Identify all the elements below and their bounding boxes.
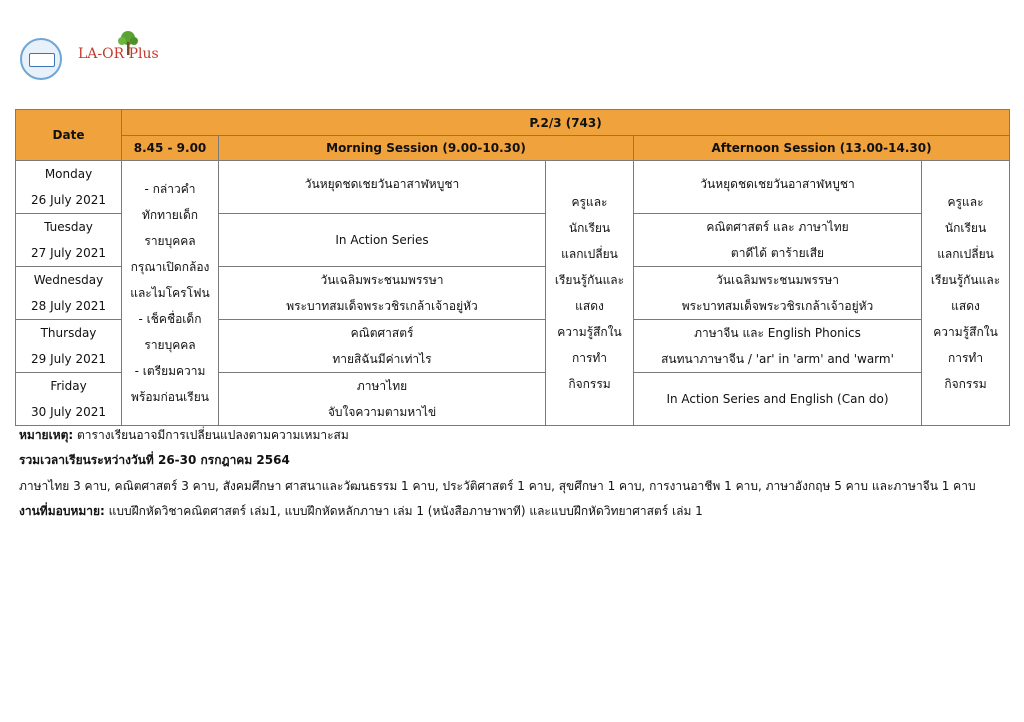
greeting-line: - เตรียมความ (134, 364, 206, 378)
exchange-line: นักเรียน (944, 221, 987, 235)
afternoon-cell (634, 214, 922, 267)
afternoon-subject: ภาษาจีน และ English Phonics (694, 326, 861, 340)
afternoon-cell (634, 320, 922, 373)
morning-subject: คณิตศาสตร์ (350, 326, 414, 340)
date-label: 26 July 2021 (30, 193, 107, 207)
class-header: P.2/3 (743) (122, 110, 1010, 136)
greeting-line: ทักทายเด็ก (141, 208, 198, 222)
date-cell (16, 267, 122, 320)
assignment-label: งานที่มอบหมาย: (19, 504, 105, 518)
greeting-line: พร้อมก่อนเรียน (131, 390, 209, 404)
day-label: Tuesday (44, 220, 93, 234)
morning-cell (219, 373, 546, 426)
date-cell (16, 373, 122, 426)
exchange-line: เรียนรู้กันและ (554, 273, 625, 287)
morning-cell (219, 320, 546, 373)
remark-label: หมายเหตุ: (19, 428, 74, 442)
exchange-line: แสดง (575, 299, 604, 313)
afternoon-cell (634, 267, 922, 320)
afternoon-subject: วันเฉลิมพระชนมพรรษา (716, 273, 839, 287)
morning-session-header: Morning Session (9.00-10.30) (219, 136, 634, 161)
morning-cell (219, 214, 546, 267)
date-label: 30 July 2021 (30, 405, 107, 419)
exchange-line: ความรู้สึกใน (557, 325, 622, 339)
exchange-line: กิจกรรม (944, 377, 987, 391)
exchange-line: การทำ (947, 351, 984, 365)
afternoon-cell (634, 161, 922, 214)
date-label: 27 July 2021 (30, 246, 107, 260)
morning-topic: จับใจความตามหาไข่ (327, 405, 437, 419)
greeting-block (122, 161, 219, 426)
exchange-line: แลกเปลี่ยน (937, 247, 994, 261)
afternoon-topic: พระบาทสมเด็จพระวชิรเกล้าเจ้าอยู่หัว (681, 299, 874, 313)
remark-text: ตารางเรียนอาจมีการเปลี่ยนแปลงตามความเหมาะสม (73, 428, 349, 442)
greeting-line: และไมโครโฟน (130, 286, 210, 300)
exchange-block-afternoon (922, 161, 1010, 426)
day-label: Monday (44, 167, 93, 181)
exchange-line: การทำ (571, 351, 608, 365)
afternoon-session-header: Afternoon Session (13.00-14.30) (634, 136, 1010, 161)
greeting-line: รายบุคคล (144, 234, 196, 248)
morning-subject: In Action Series (335, 233, 429, 247)
total-title-text: รวมเวลาเรียนระหว่างวันที่ 26-30 กรกฎาคม 2564 (19, 453, 290, 467)
afternoon-cell (634, 373, 922, 426)
slot-header: 8.45 - 9.00 (122, 136, 219, 161)
afternoon-topic: ตาดีได้ ตาร้ายเสีย (730, 246, 825, 260)
exchange-line: ความรู้สึกใน (933, 325, 998, 339)
total-title (19, 451, 1009, 470)
afternoon-subject: คณิตศาสตร์ และ ภาษาไทย (706, 220, 849, 234)
morning-subject: วันหยุดชดเชยวันอาสาฬหบูชา (304, 177, 460, 191)
exchange-line: กิจกรรม (568, 377, 611, 391)
morning-topic: พระบาทสมเด็จพระวชิรเกล้าเจ้าอยู่หัว (286, 299, 478, 313)
school-seal-icon (20, 38, 62, 80)
date-cell (16, 161, 122, 214)
brand-logo-text: LA-OR Plus (78, 46, 159, 62)
morning-cell (219, 267, 546, 320)
date-label: 29 July 2021 (30, 352, 107, 366)
greeting-line: กรุณาเปิดกล้อง (130, 260, 210, 274)
afternoon-subject: วันหยุดชดเชยวันอาสาฬหบูชา (700, 177, 855, 191)
exchange-line: แสดง (951, 299, 980, 313)
morning-subject: วันเฉลิมพระชนมพรรษา (320, 273, 444, 287)
assignment-text: แบบฝึกหัดวิชาคณิตศาสตร์ เล่ม1, แบบฝึกหัดหลักภาษา เล่ม 1 (หนังสือภาษาพาที) และแบบฝึกหัดวิทยาศาสตร์ เล่ม 1 (104, 504, 703, 518)
morning-subject: ภาษาไทย (356, 379, 408, 393)
date-header: Date (16, 110, 122, 161)
afternoon-topic: สนทนาภาษาจีน / 'ar' in 'arm' and 'warm' (661, 352, 894, 366)
exchange-line: ครูและ (947, 195, 984, 209)
morning-cell (219, 161, 546, 214)
date-cell (16, 214, 122, 267)
greeting-line: รายบุคคล (144, 338, 196, 352)
exchange-line: แลกเปลี่ยน (561, 247, 618, 261)
exchange-line: ครูและ (571, 195, 608, 209)
greeting-line: - เช็คชื่อเด็ก (138, 312, 202, 326)
remark-line (19, 426, 1009, 445)
day-label: Wednesday (33, 273, 104, 287)
day-label: Thursday (40, 326, 97, 340)
assignment-line (19, 502, 1009, 521)
greeting-line: - กล่าวคำ (144, 182, 196, 196)
table-row (16, 161, 1010, 214)
morning-topic: ทายสิฉันมีค่าเท่าไร (332, 352, 432, 366)
hours-summary: ภาษาไทย 3 คาบ, คณิตศาสตร์ 3 คาบ, สังคมศึกษา ศาสนาและวัฒนธรรม 1 คาบ, ประวัติศาสตร์ 1 คาบ, สุขศึกษา 1 คาบ, การงานอาชีพ 1 คาบ, ภาษาอังกฤษ 5 คาบ และภาษาจีน 1 คาบ (19, 479, 976, 493)
exchange-line: นักเรียน (568, 221, 611, 235)
date-cell (16, 320, 122, 373)
date-label: 28 July 2021 (30, 299, 107, 313)
schedule-table (15, 109, 1010, 426)
day-label: Friday (50, 379, 87, 393)
exchange-block-morning (546, 161, 634, 426)
afternoon-subject: In Action Series and English (Can do) (666, 392, 889, 406)
exchange-line: เรียนรู้กันและ (930, 273, 1001, 287)
